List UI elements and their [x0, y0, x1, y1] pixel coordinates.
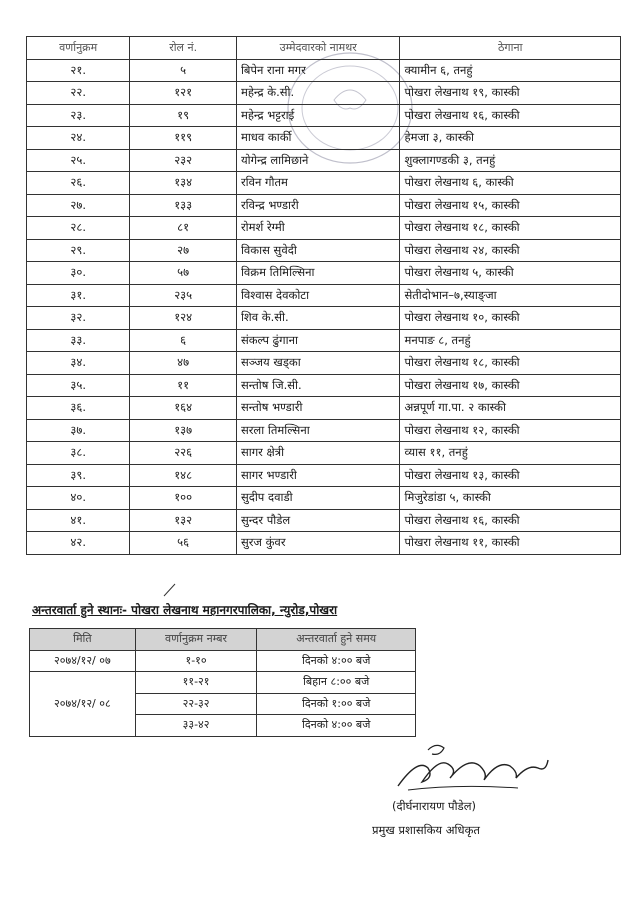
- schedule-range-cell: ३३-४२: [135, 715, 257, 737]
- address-cell: पोखरा लेखनाथ १०, कास्की: [400, 307, 621, 330]
- schedule-header: [30, 629, 416, 651]
- schedule-time-cell: दिनको ४:०० बजे: [257, 715, 416, 737]
- candidate-row: [27, 82, 621, 105]
- serial-cell: ३८.: [27, 442, 130, 465]
- schedule-row: [30, 650, 416, 672]
- schedule-range-cell: २२-३२: [135, 693, 257, 715]
- roll-no-cell: १९: [130, 104, 237, 127]
- candidate-name-cell: विकास सुवेदी: [236, 239, 400, 262]
- candidate-row: [27, 217, 621, 240]
- candidate-row: [27, 59, 621, 82]
- header-serial: वर्णानुक्रम: [27, 37, 130, 60]
- candidate-name-cell: संकल्प ढुंगाना: [236, 329, 400, 352]
- roll-no-cell: १००: [130, 487, 237, 510]
- candidate-table-body: [27, 59, 621, 554]
- handwritten-signature: [388, 738, 558, 796]
- roll-no-cell: ११९: [130, 127, 237, 150]
- candidate-row: [27, 262, 621, 285]
- candidate-name-cell: रोमर्श रेग्मी: [236, 217, 400, 240]
- roll-no-cell: २२६: [130, 442, 237, 465]
- address-cell: पोखरा लेखनाथ १८, कास्की: [400, 352, 621, 375]
- serial-cell: २९.: [27, 239, 130, 262]
- roll-no-cell: १३४: [130, 172, 237, 195]
- serial-cell: ३९.: [27, 464, 130, 487]
- signer-name: (दीर्घनारायण पौडेल): [392, 799, 476, 813]
- address-cell: व्यास ११, तनहुं: [400, 442, 621, 465]
- roll-no-cell: १३२: [130, 509, 237, 532]
- serial-cell: ४२.: [27, 532, 130, 555]
- candidate-row: [27, 397, 621, 420]
- candidate-name-cell: बिपेन राना मगर: [236, 59, 400, 82]
- address-cell: मनपाङ ८, तनहुं: [400, 329, 621, 352]
- address-cell: हेमजा ३, कास्की: [400, 127, 621, 150]
- schedule-header-time: अन्तरवार्ता हुने समय: [257, 629, 416, 651]
- candidate-name-cell: विश्वास देवकोटा: [236, 284, 400, 307]
- candidate-name-cell: सञ्जय खड्का: [236, 352, 400, 375]
- roll-no-cell: १२१: [130, 82, 237, 105]
- candidate-name-cell: रविन्द्र भण्डारी: [236, 194, 400, 217]
- candidate-row: [27, 127, 621, 150]
- serial-cell: ३३.: [27, 329, 130, 352]
- roll-no-cell: ६: [130, 329, 237, 352]
- candidate-row: [27, 487, 621, 510]
- serial-cell: ३६.: [27, 397, 130, 420]
- address-cell: पोखरा लेखनाथ १६, कास्की: [400, 509, 621, 532]
- serial-cell: २५.: [27, 149, 130, 172]
- candidate-row: [27, 307, 621, 330]
- candidate-row: [27, 509, 621, 532]
- candidate-name-cell: महेन्द्र के.सी.: [236, 82, 400, 105]
- address-cell: मिजुरेडांडा ५, कास्की: [400, 487, 621, 510]
- venue-value: पोखरा लेखनाथ महानगरपालिका, न्युरोड,पोखरा: [127, 603, 338, 617]
- schedule-time-cell: दिनको १:०० बजे: [257, 693, 416, 715]
- serial-cell: ३४.: [27, 352, 130, 375]
- address-cell: अन्नपूर्ण गा.पा. २ कास्की: [400, 397, 621, 420]
- address-cell: पोखरा लेखनाथ १५, कास्की: [400, 194, 621, 217]
- schedule-body: [30, 650, 416, 736]
- schedule-time-cell: दिनको ४:०० बजे: [257, 650, 416, 672]
- roll-no-cell: ४७: [130, 352, 237, 375]
- candidate-name-cell: महेन्द्र भट्टराई: [236, 104, 400, 127]
- roll-no-cell: ११: [130, 374, 237, 397]
- serial-cell: ३१.: [27, 284, 130, 307]
- candidate-row: [27, 172, 621, 195]
- header-candidate-name: उम्मेदवारको नामथर: [236, 37, 400, 60]
- serial-cell: ३५.: [27, 374, 130, 397]
- serial-cell: २३.: [27, 104, 130, 127]
- candidate-row: [27, 352, 621, 375]
- roll-no-cell: २३२: [130, 149, 237, 172]
- schedule-header-range: वर्णानुक्रम नम्बर: [135, 629, 257, 651]
- candidate-row: [27, 104, 621, 127]
- interview-schedule-table: [29, 628, 416, 737]
- address-cell: पोखरा लेखनाथ ५, कास्की: [400, 262, 621, 285]
- candidate-row: [27, 532, 621, 555]
- roll-no-cell: ५: [130, 59, 237, 82]
- roll-no-cell: ५७: [130, 262, 237, 285]
- candidate-table-header: [27, 37, 621, 60]
- candidate-table: [26, 36, 621, 555]
- candidate-row: [27, 329, 621, 352]
- header-address: ठेगाना: [400, 37, 621, 60]
- candidate-name-cell: सागर भण्डारी: [236, 464, 400, 487]
- candidate-name-cell: सागर क्षेत्री: [236, 442, 400, 465]
- schedule-range-cell: ११-२१: [135, 672, 257, 694]
- address-cell: क्यामीन ६, तनहुं: [400, 59, 621, 82]
- address-cell: पोखरा लेखनाथ १२, कास्की: [400, 419, 621, 442]
- schedule-time-cell: बिहान ८:०० बजे: [257, 672, 416, 694]
- roll-no-cell: २७: [130, 239, 237, 262]
- address-cell: शुक्लागण्डकी ३, तनहुं: [400, 149, 621, 172]
- candidate-row: [27, 374, 621, 397]
- signer-title: प्रमुख प्रशासकिय अधिकृत: [372, 823, 480, 837]
- serial-cell: २४.: [27, 127, 130, 150]
- schedule-date-cell: २०७४/१२/ ०८: [30, 672, 136, 737]
- address-cell: पोखरा लेखनाथ १८, कास्की: [400, 217, 621, 240]
- roll-no-cell: १६४: [130, 397, 237, 420]
- candidate-name-cell: सुरज कुंवर: [236, 532, 400, 555]
- serial-cell: ३०.: [27, 262, 130, 285]
- candidate-name-cell: विक्रम तिमिल्सिना: [236, 262, 400, 285]
- roll-no-cell: ८१: [130, 217, 237, 240]
- roll-no-cell: २३५: [130, 284, 237, 307]
- address-cell: पोखरा लेखनाथ १३, कास्की: [400, 464, 621, 487]
- serial-cell: २१.: [27, 59, 130, 82]
- roll-no-cell: १३७: [130, 419, 237, 442]
- serial-cell: ४०.: [27, 487, 130, 510]
- candidate-name-cell: माधव कार्की: [236, 127, 400, 150]
- address-cell: पोखरा लेखनाथ २४, कास्की: [400, 239, 621, 262]
- venue-label: अन्तरवार्ता हुने स्थानः-: [32, 603, 127, 617]
- roll-no-cell: ५६: [130, 532, 237, 555]
- serial-cell: २६.: [27, 172, 130, 195]
- address-cell: पोखरा लेखनाथ ११, कास्की: [400, 532, 621, 555]
- serial-cell: ३२.: [27, 307, 130, 330]
- header-roll-no: रोल नं.: [130, 37, 237, 60]
- candidate-name-cell: सन्तोष जि.सी.: [236, 374, 400, 397]
- candidate-name-cell: सुदीप दवाडी: [236, 487, 400, 510]
- serial-cell: २८.: [27, 217, 130, 240]
- address-cell: पोखरा लेखनाथ १७, कास्की: [400, 374, 621, 397]
- tick-mark: [160, 580, 180, 600]
- candidate-row: [27, 442, 621, 465]
- candidate-name-cell: शिव के.सी.: [236, 307, 400, 330]
- candidate-name-cell: सरला तिमल्सिना: [236, 419, 400, 442]
- candidate-name-cell: रविन गौतम: [236, 172, 400, 195]
- candidate-name-cell: योगेन्द्र लामिछाने: [236, 149, 400, 172]
- candidate-row: [27, 149, 621, 172]
- schedule-range-cell: १-१०: [135, 650, 257, 672]
- serial-cell: ३७.: [27, 419, 130, 442]
- schedule-date-cell: २०७४/१२/ ०७: [30, 650, 136, 672]
- interview-venue: [32, 601, 337, 618]
- schedule-header-date: मिति: [30, 629, 136, 651]
- serial-cell: २७.: [27, 194, 130, 217]
- address-cell: पोखरा लेखनाथ ६, कास्की: [400, 172, 621, 195]
- candidate-row: [27, 419, 621, 442]
- roll-no-cell: १३३: [130, 194, 237, 217]
- schedule-row: [30, 672, 416, 694]
- serial-cell: ४१.: [27, 509, 130, 532]
- address-cell: पोखरा लेखनाथ १६, कास्की: [400, 104, 621, 127]
- address-cell: सेतीदोभान–७,स्याङ्जा: [400, 284, 621, 307]
- candidate-row: [27, 194, 621, 217]
- candidate-row: [27, 464, 621, 487]
- candidate-name-cell: सन्तोष भण्डारी: [236, 397, 400, 420]
- serial-cell: २२.: [27, 82, 130, 105]
- candidate-name-cell: सुन्दर पौडेल: [236, 509, 400, 532]
- candidate-row: [27, 239, 621, 262]
- address-cell: पोखरा लेखनाथ १९, कास्की: [400, 82, 621, 105]
- candidate-row: [27, 284, 621, 307]
- roll-no-cell: १४८: [130, 464, 237, 487]
- roll-no-cell: १२४: [130, 307, 237, 330]
